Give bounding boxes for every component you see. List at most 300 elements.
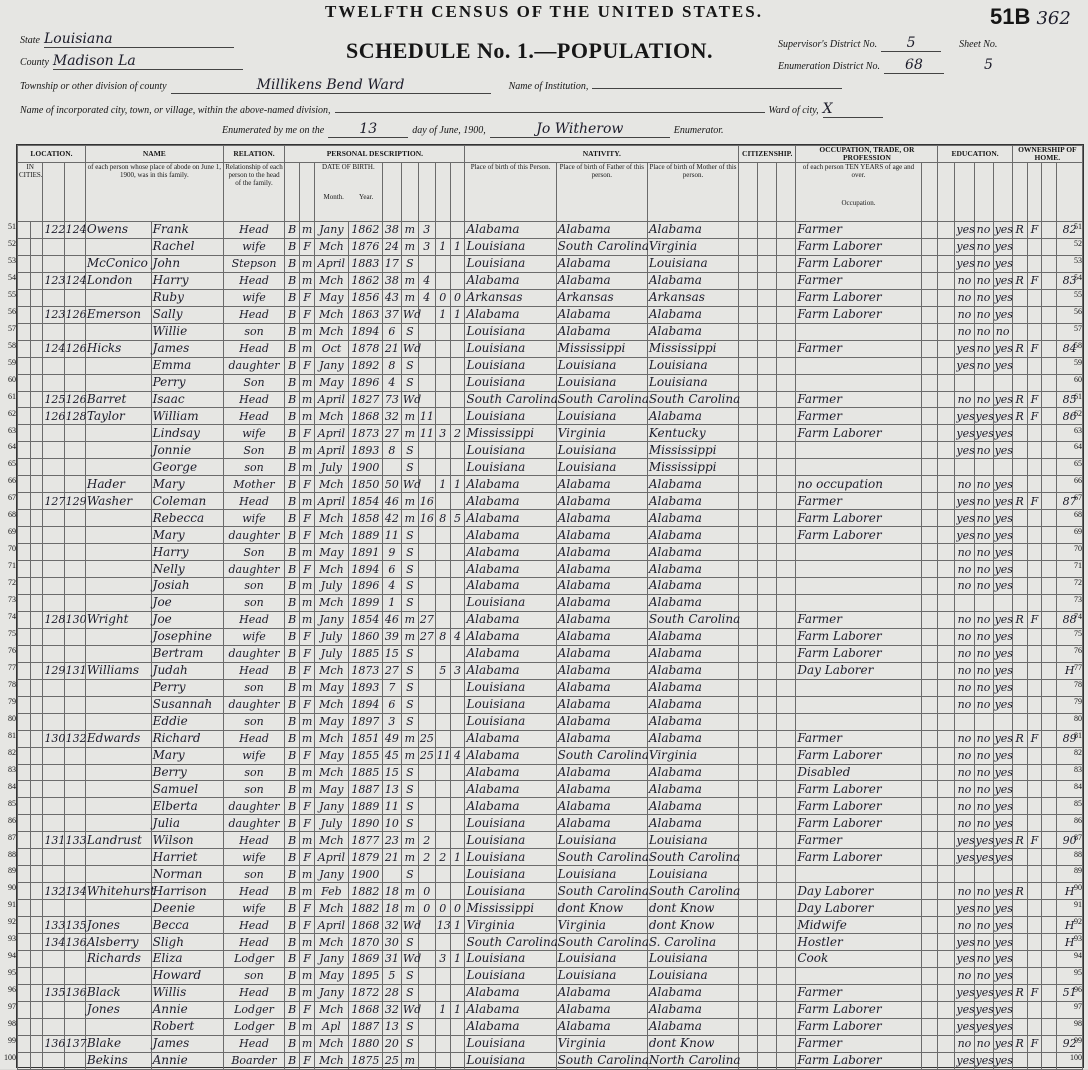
- cell-years-in-us: [758, 578, 777, 595]
- cell-can-write: no: [974, 917, 993, 934]
- line-number: 65: [1074, 459, 1082, 469]
- cell-birth-month: May: [314, 374, 348, 391]
- line-number: 57: [1074, 323, 1082, 333]
- cell-speaks-english: yes: [994, 426, 1013, 440]
- cell-birth-month: May: [314, 544, 348, 561]
- cell-street: [18, 561, 31, 578]
- cell-father-birthplace: South Carolina: [557, 748, 650, 763]
- cell-years-in-us: [758, 645, 777, 662]
- cell-marital-status: S: [401, 561, 418, 578]
- cell-speaks-english: yes: [994, 630, 1013, 644]
- cell-school-months: [938, 238, 955, 255]
- cell-house: [30, 1035, 43, 1052]
- cell-years-in-us: [758, 679, 777, 696]
- line-number: 56: [8, 306, 16, 316]
- cell-family-number: [64, 476, 85, 493]
- cell-naturalization: [777, 1001, 796, 1018]
- cell-can-write: no: [974, 442, 993, 459]
- cell-can-write: no: [974, 476, 993, 493]
- cell-relation: wife: [223, 849, 285, 866]
- enumerated-line: [222, 120, 724, 138]
- cell-sex: F: [300, 798, 315, 815]
- cell-years-in-us: [758, 611, 777, 628]
- sub-occupation: [796, 163, 921, 222]
- cell-house: [30, 357, 43, 374]
- cell-occupation: [796, 374, 921, 391]
- cell-surname: [85, 527, 151, 544]
- cell-given-name: Sligh: [151, 934, 223, 951]
- cell-can-read: no: [955, 764, 974, 781]
- cell-immigration-year: [739, 628, 758, 645]
- cell-age: 39: [382, 628, 401, 645]
- cell-given-name: Richard: [151, 730, 223, 747]
- cell-house: [30, 984, 43, 1001]
- cell-speaks-english: yes: [994, 257, 1013, 271]
- cell-owned-rented: [1012, 1052, 1027, 1069]
- cell-naturalization: [777, 934, 796, 951]
- cell-naturalization: [777, 510, 796, 527]
- cell-free-mortgaged: [1027, 459, 1042, 476]
- cell-marital-status: m: [401, 730, 418, 747]
- cell-school-months: [938, 696, 955, 713]
- cell-street: [18, 476, 31, 493]
- cell-birthplace: Louisiana: [465, 442, 556, 459]
- cell-can-read: yes: [956, 952, 975, 966]
- cell-birth-month: July: [314, 645, 348, 662]
- cell-surname: Barret: [85, 391, 151, 408]
- cell-farm-house: [1042, 289, 1057, 306]
- cell-immigration-year: [739, 357, 758, 374]
- cell-can-write: [974, 374, 993, 391]
- line-number: 71: [1074, 561, 1082, 571]
- cell-dwelling-number: [43, 713, 64, 730]
- table-row: [18, 222, 1083, 239]
- cell-occupation: Farmer: [796, 1035, 921, 1052]
- cell-dwelling-number: [43, 459, 64, 476]
- cell-age: 17: [382, 255, 401, 272]
- cell-street: [18, 967, 31, 984]
- cell-naturalization: [777, 425, 796, 442]
- cell-sex: m: [300, 340, 315, 357]
- cell-speaks-english: yes: [994, 969, 1013, 983]
- cell-birthplace: Louisiana: [465, 883, 556, 900]
- line-number: 66: [1074, 476, 1082, 486]
- cell-birthplace: Louisiana: [465, 866, 556, 883]
- cell-free-mortgaged: [1027, 1001, 1042, 1018]
- line-number: 87: [1074, 832, 1082, 842]
- cell-birth-year: 1887: [348, 781, 382, 798]
- cell-occupation: [796, 866, 921, 883]
- cell-owned-rented: [1012, 510, 1027, 527]
- cell-can-read: yes: [956, 833, 975, 847]
- cell-father-birthplace: Alabama: [556, 1001, 647, 1018]
- cell-birth-month: Mch: [314, 662, 348, 679]
- cell-years-in-us: [758, 1052, 777, 1069]
- line-number: 90: [1074, 883, 1082, 893]
- cell-farm-house: [1042, 917, 1057, 934]
- line-number: 89: [8, 866, 16, 876]
- schedule-title: SCHEDULE No. 1.—POPULATION.: [346, 38, 713, 63]
- cell-father-birthplace: Alabama: [556, 578, 647, 595]
- cell-marital-status: m: [401, 493, 418, 510]
- sub-cit-1: [739, 163, 758, 222]
- cell-free-mortgaged: [1027, 713, 1042, 730]
- line-number: 60: [8, 374, 16, 384]
- cell-street: [18, 781, 31, 798]
- table-row: [18, 628, 1083, 645]
- cell-can-write: no: [974, 391, 993, 408]
- cell-marital-status: Wd: [402, 477, 422, 491]
- cell-street: [18, 628, 31, 645]
- cell-birth-year: 1863: [348, 306, 382, 323]
- cell-immigration-year: [739, 1052, 758, 1069]
- cell-dwelling-number: [43, 289, 64, 306]
- cell-months-unemployed: [921, 544, 938, 561]
- cell-family-number: [64, 289, 85, 306]
- cell-owned-rented: [1012, 594, 1027, 611]
- cell-color: B: [285, 730, 300, 747]
- cell-relation: Boarder: [223, 1052, 285, 1069]
- cell-given-name: Frank: [151, 222, 223, 239]
- cell-can-read: yes: [956, 223, 975, 237]
- cell-surname: Black: [85, 984, 151, 1001]
- cell-father-birthplace: Alabama: [556, 662, 647, 679]
- cell-farm-house: [1042, 696, 1057, 713]
- cell-can-read: no: [955, 391, 974, 408]
- cell-father-birthplace: Alabama: [556, 611, 647, 628]
- line-number: 68: [8, 510, 16, 520]
- cell-surname: [85, 578, 151, 595]
- cell-mother-birthplace: Alabama: [647, 561, 738, 578]
- cell-color: B: [285, 289, 300, 306]
- cell-surname: [85, 561, 151, 578]
- cell-relation: son: [223, 866, 285, 883]
- cell-free-mortgaged: [1027, 679, 1042, 696]
- cell-marital-status: Wd: [402, 393, 422, 406]
- line-number: 88: [1074, 849, 1082, 859]
- cell-can-write: no: [974, 764, 993, 781]
- cell-children-born: [435, 696, 450, 713]
- cell-birthplace: South Carolina: [466, 934, 558, 949]
- sheet-value: 5: [983, 57, 993, 73]
- cell-given-name: James: [151, 340, 223, 357]
- cell-years-married: [418, 544, 435, 561]
- cell-father-birthplace: South Carolina: [557, 934, 650, 949]
- cell-naturalization: [777, 1035, 796, 1052]
- cell-father-birthplace: Louisiana: [556, 408, 647, 425]
- line-number: 85: [1074, 798, 1082, 808]
- cell-children-born: [435, 255, 450, 272]
- cell-house: [30, 747, 43, 764]
- cell-birth-month: Mch: [314, 408, 348, 425]
- cell-birth-month: Mch: [314, 238, 348, 255]
- cell-immigration-year: [739, 1035, 758, 1052]
- cell-mother-birthplace: Alabama: [647, 815, 738, 832]
- cell-can-read: yes: [956, 342, 975, 356]
- sub-cit-2: [758, 163, 777, 222]
- cell-children-living: [450, 442, 465, 459]
- cell-immigration-year: [739, 1001, 758, 1018]
- cell-farm-house: [1042, 815, 1057, 832]
- sub-years-married: [418, 163, 435, 222]
- line-number: 81: [8, 730, 16, 740]
- cell-immigration-year: [739, 323, 758, 340]
- cell-can-read: no: [955, 798, 974, 815]
- cell-age: 49: [382, 730, 401, 747]
- cell-street: [18, 493, 31, 510]
- cell-house: [30, 645, 43, 662]
- cell-farm-house: [1042, 798, 1057, 815]
- cell-family-number: [64, 866, 85, 883]
- table-row: [18, 1035, 1083, 1052]
- cell-marital-status: S: [401, 323, 418, 340]
- cell-mother-birthplace: Alabama: [647, 713, 738, 730]
- cell-birth-month: May: [314, 747, 348, 764]
- cell-dwelling-number: [43, 578, 64, 595]
- enumerator-signature: Jo Witherow: [490, 121, 670, 138]
- cell-immigration-year: [739, 934, 758, 951]
- cell-can-write: no: [974, 510, 993, 527]
- cell-sex: F: [300, 815, 315, 832]
- cell-months-unemployed: [921, 578, 938, 595]
- cell-dwelling-number: [43, 476, 64, 493]
- cell-months-unemployed: [921, 425, 938, 442]
- cell-family-number: 126: [65, 393, 87, 406]
- cell-speaks-english: no: [993, 323, 1012, 340]
- line-number: 55: [1074, 289, 1082, 299]
- cell-surname: Richards: [85, 950, 151, 967]
- cell-children-living: [450, 1052, 465, 1069]
- cell-can-write: yes: [975, 426, 994, 440]
- cell-color: B: [285, 764, 300, 781]
- cell-immigration-year: [739, 527, 758, 544]
- cell-children-living: 1: [450, 476, 465, 493]
- cell-free-mortgaged: [1027, 594, 1042, 611]
- cell-color: B: [285, 679, 300, 696]
- cell-relation: Head: [223, 984, 285, 1001]
- cell-farm-house: [1042, 611, 1057, 628]
- cell-owned-rented: [1012, 662, 1027, 679]
- cell-birth-year: 1891: [348, 544, 382, 561]
- cell-owned-rented: R: [1012, 408, 1027, 425]
- cell-school-months: [938, 255, 955, 272]
- cell-family-number: [64, 442, 85, 459]
- cell-mother-birthplace: Louisiana: [647, 357, 738, 374]
- cell-age: 32: [382, 1001, 401, 1018]
- cell-years-in-us: [758, 255, 777, 272]
- cell-speaks-english: yes: [994, 1054, 1013, 1068]
- cell-family-number: [64, 815, 85, 832]
- cell-birth-month: Jany: [314, 866, 348, 883]
- cell-street: [18, 306, 31, 323]
- cell-marital-status: S: [401, 1035, 418, 1052]
- cell-children-born: 13: [436, 918, 451, 932]
- cell-given-name: Sally: [151, 306, 223, 323]
- cell-children-born: [435, 1052, 450, 1069]
- line-number: 83: [8, 764, 16, 774]
- cell-farm-house: [1042, 425, 1057, 442]
- cell-naturalization: [777, 323, 796, 340]
- cell-years-in-us: [758, 289, 777, 306]
- cell-color: B: [285, 747, 300, 764]
- cell-farm-house: [1042, 391, 1057, 408]
- cell-house: [30, 1001, 43, 1018]
- cell-occupation: [796, 696, 921, 713]
- cell-surname: [85, 781, 151, 798]
- sub-in-cities: IN CITIES.: [18, 163, 43, 222]
- cell-marital-status: S: [401, 713, 418, 730]
- cell-immigration-year: [739, 815, 758, 832]
- cell-age: 8: [382, 357, 401, 374]
- cell-birth-year: 1880: [348, 1035, 382, 1052]
- cell-free-mortgaged: [1027, 900, 1042, 917]
- cell-occupation: Farmer: [796, 984, 921, 1001]
- cell-speaks-english: [993, 866, 1012, 883]
- cell-birthplace: Alabama: [465, 662, 556, 679]
- cell-age: 37: [382, 306, 401, 323]
- cell-can-write: no: [974, 883, 993, 900]
- cell-owned-rented: R: [1012, 730, 1027, 747]
- cell-mother-birthplace: South Carolina: [648, 392, 741, 406]
- cell-farm-house: [1042, 544, 1057, 561]
- cell-age: 8: [382, 442, 401, 459]
- cell-father-birthplace: Arkansas: [556, 289, 647, 306]
- cell-mother-birthplace: Louisiana: [647, 255, 738, 272]
- cell-can-read: yes: [956, 1003, 975, 1017]
- line-number: 54: [1074, 272, 1082, 282]
- cell-years-married: 0: [418, 900, 435, 917]
- cell-house: [30, 696, 43, 713]
- cell-children-born: 0: [435, 289, 450, 306]
- cell-farm-house: [1042, 476, 1057, 493]
- cell-occupation: Day Laborer: [796, 662, 921, 679]
- cell-free-mortgaged: [1027, 561, 1042, 578]
- line-number: 67: [1074, 493, 1082, 503]
- table-row: [18, 781, 1083, 798]
- line-number: 72: [8, 578, 16, 588]
- table-row: [18, 578, 1083, 595]
- table-row: [18, 544, 1083, 561]
- cell-can-write: no: [974, 222, 993, 239]
- cell-age: 3: [382, 713, 401, 730]
- cell-family-number: 128: [65, 409, 87, 423]
- cell-immigration-year: [739, 578, 758, 595]
- cell-months-unemployed: [921, 1052, 938, 1069]
- line-number: 74: [8, 612, 16, 622]
- cell-given-name: Jonnie: [151, 442, 223, 459]
- cell-relation: son: [223, 764, 285, 781]
- cell-can-write: no: [974, 934, 993, 951]
- line-number: 61: [8, 391, 16, 401]
- cell-birth-year: 1870: [348, 934, 382, 951]
- cell-color: B: [285, 866, 300, 883]
- cell-mother-birthplace: Kentucky: [647, 425, 738, 442]
- cell-occupation: [796, 594, 921, 611]
- cell-speaks-english: yes: [994, 409, 1013, 423]
- cell-occupation: Farm Laborer: [796, 815, 921, 832]
- line-number: 96: [1074, 985, 1082, 995]
- cell-occupation: [796, 544, 921, 561]
- cell-naturalization: [777, 849, 796, 866]
- cell-can-write: no: [974, 967, 993, 984]
- cell-naturalization: [777, 272, 796, 289]
- cell-sex: F: [300, 238, 315, 255]
- cell-children-born: 0: [435, 900, 450, 917]
- cell-family-number: [64, 764, 85, 781]
- cell-owned-rented: R: [1012, 340, 1027, 357]
- cell-speaks-english: yes: [994, 308, 1013, 322]
- cell-immigration-year: [739, 832, 758, 849]
- line-number: 95: [8, 968, 16, 978]
- cell-father-birthplace: South Carolina: [557, 883, 650, 898]
- cell-dwelling-number: 135: [44, 986, 66, 1000]
- sub-school: [938, 163, 955, 222]
- cell-speaks-english: [993, 594, 1012, 611]
- cell-birthplace: Alabama: [465, 628, 556, 645]
- cell-can-read: yes: [956, 1020, 975, 1034]
- cell-naturalization: [777, 662, 796, 679]
- cell-surname: Jones: [85, 1001, 151, 1018]
- cell-can-read: yes: [956, 494, 975, 508]
- cell-age: 20: [382, 1035, 401, 1052]
- cell-dwelling-number: [43, 510, 64, 527]
- cell-owned-rented: [1012, 900, 1027, 917]
- cell-relation: Head: [223, 493, 285, 510]
- cell-street: [18, 255, 31, 272]
- cell-mother-birthplace: Louisiana: [647, 374, 738, 391]
- cell-sex: F: [300, 527, 315, 544]
- cell-family-number: [64, 323, 85, 340]
- cell-color: B: [285, 408, 300, 425]
- group-header-row: [18, 146, 1083, 163]
- cell-free-mortgaged: [1027, 544, 1042, 561]
- cell-sex: F: [300, 900, 315, 917]
- cell-children-born: [435, 374, 450, 391]
- cell-years-in-us: [758, 594, 777, 611]
- cell-can-write: no: [974, 645, 993, 662]
- cell-color: B: [285, 849, 300, 866]
- cell-dwelling-number: 123: [44, 308, 66, 322]
- cell-immigration-year: [739, 238, 758, 255]
- cell-can-write: yes: [975, 409, 994, 423]
- cell-occupation: Farm Laborer: [796, 527, 921, 544]
- group-location: LOCATION.: [18, 146, 86, 163]
- cell-house: [30, 408, 43, 425]
- cell-given-name: Berry: [151, 764, 223, 781]
- cell-given-name: Robert: [151, 1018, 223, 1035]
- cell-children-born: [435, 984, 450, 1001]
- cell-street: [18, 832, 31, 849]
- line-number: 75: [1074, 629, 1082, 639]
- cell-owned-rented: R: [1012, 984, 1027, 1001]
- cell-birth-month: Apl: [314, 1018, 348, 1035]
- cell-mother-birthplace: Alabama: [647, 544, 738, 561]
- cell-dwelling-number: 133: [44, 918, 66, 932]
- cell-birth-month: Mch: [314, 527, 348, 544]
- cell-given-name: Rachel: [151, 238, 223, 255]
- cell-relation: Head: [223, 1035, 285, 1052]
- table-row: [18, 357, 1083, 374]
- cell-birth-year: 1862: [348, 222, 382, 239]
- cell-house: [30, 323, 43, 340]
- enumerated-day: 13: [328, 121, 408, 138]
- cell-dwelling-number: [43, 323, 64, 340]
- cell-free-mortgaged: [1027, 815, 1042, 832]
- cell-occupation: Farmer: [796, 340, 921, 357]
- cell-house: [30, 628, 43, 645]
- cell-children-born: [435, 594, 450, 611]
- cell-given-name: Deenie: [151, 900, 223, 917]
